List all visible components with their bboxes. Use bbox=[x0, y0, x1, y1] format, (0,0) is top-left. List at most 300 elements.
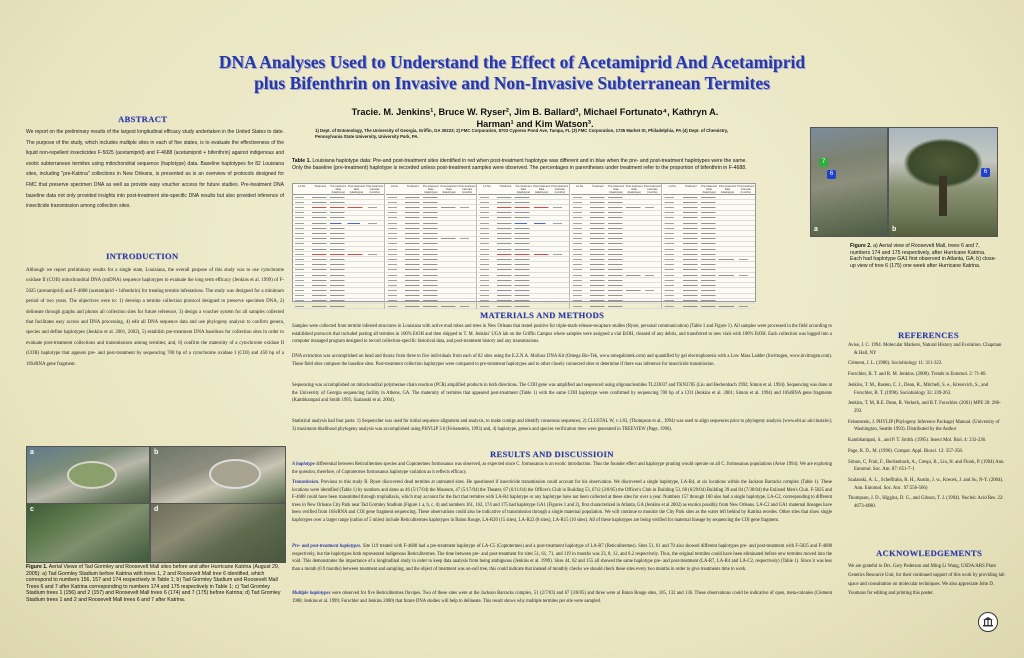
table-cell bbox=[737, 294, 755, 298]
table-cell bbox=[737, 278, 755, 282]
table-cell bbox=[589, 226, 607, 230]
table-cell bbox=[311, 226, 329, 230]
table-cell bbox=[589, 211, 607, 215]
affiliations: 1) Dept. of Entomology, The University of Georgia, Griffin, GA 30223; 2) FMC Corporation, 8703 Cypress Pond Ave, Tampa, FL (3) FMC Corporation, 1735 Market St, Philadelphia, PA (4) Dept. of Chemistry, Pennsylvania State University, University Park, PA. bbox=[315, 128, 728, 139]
table-cell bbox=[551, 273, 569, 277]
table-cell bbox=[329, 195, 347, 199]
table-cell bbox=[682, 304, 700, 308]
table-cell bbox=[366, 268, 384, 272]
table-cell bbox=[496, 288, 514, 292]
table-cell bbox=[663, 288, 681, 292]
table-cell bbox=[663, 304, 681, 308]
table-cell bbox=[478, 273, 496, 277]
table-cell bbox=[366, 195, 384, 199]
table-cell bbox=[589, 231, 607, 235]
table-cell bbox=[700, 283, 718, 287]
table-cell bbox=[700, 262, 718, 266]
table-cell bbox=[737, 252, 755, 256]
table-cell bbox=[663, 283, 681, 287]
table-cell bbox=[458, 283, 476, 287]
table-cell bbox=[625, 294, 643, 298]
table1-header-cell: Pre-treatment Date (Haplotype) bbox=[515, 185, 532, 194]
table-cell bbox=[440, 216, 458, 220]
references-heading: REFERENCES bbox=[898, 330, 959, 340]
results-p3-text: Site 119 treated with F-4688 had a pre-treatment haplotype of LA-C5 (Coptotermes) and a post-treatment haplotype of LA-R7 (Reticulitermes). Sites 51, 61 and 70 also showed different haplotypes pre- and post-treatment with F-5025 and F-4688 respectively, but the haplotypes both represented indigenous Reticulitermes. The time between pre- and post-treatment for sites 51, 61, 71, and 119 in months was 23, 8, 12, and 8.2 respectively. Thus, the original termites could have been eliminated before new termites moved into the void. This demonstrates the importance of a longitudinal study in order to keep data analysis from being ambiguous (Jenkins et al. 1999). Sites 44, 62 and 155 all showed the same haplotype pre- and post-treatment (LA-R7, LA-R4 and LA-C2, respectively) (Table 1). Since it was less than a month (0.9 months) between treatment and sampling, and the object of treatment was on-soil tree, this could indicate that instead of monthly checks we should check these sites every two months in order to give treatments time to work. bbox=[292, 544, 833, 572]
table-cell bbox=[366, 299, 384, 303]
table-cell bbox=[551, 211, 569, 215]
table-cell bbox=[347, 205, 365, 209]
table-cell bbox=[643, 237, 661, 241]
table-cell bbox=[551, 278, 569, 282]
table1-caption-text: Louisiana haplotype data: Pre-and post-treatment sites identified in red when post-treatment haplotype was different and in blue when the pre- and post-treatment haplotypes were the same. Only the baseline (pre-treatment) haplotype is recorded unless post-treatment samples were observed. The percentages in parentheses under treatment refer to the proportion of bifenthrin in F-4688. bbox=[292, 158, 747, 171]
table-cell bbox=[589, 252, 607, 256]
table-cell bbox=[440, 268, 458, 272]
table-cell bbox=[700, 278, 718, 282]
table-cell bbox=[404, 268, 422, 272]
table1-column-group bbox=[663, 184, 755, 309]
table-cell bbox=[607, 237, 625, 241]
table-cell bbox=[643, 252, 661, 256]
methods-p2: DNA extraction was accomplished on head and thorax from three to five individuals from each of 82 sites using the E.Z.N.A. Mollusc DNA Kit (Omega Bio-Tek, www.omegabiotek.com) and quantified by gel electrophoresis with a Low Mass Ladder (Invitrogen, www.invitrogen.com). These field sites compose the baseline sites. Post-treatment collection haplotypes were compared to pre-treatment haplotypes and to other closely connected sites to determine if there was inference for insecticide transmission. bbox=[292, 354, 832, 367]
table-cell bbox=[718, 268, 736, 272]
table1-header-row bbox=[386, 184, 477, 195]
table-cell bbox=[643, 304, 661, 308]
table-cell bbox=[422, 242, 440, 246]
table-cell bbox=[478, 242, 496, 246]
table-cell bbox=[404, 237, 422, 241]
table-cell bbox=[682, 200, 700, 204]
table-cell bbox=[366, 278, 384, 282]
table-cell bbox=[571, 299, 589, 303]
table-cell bbox=[571, 262, 589, 266]
table-cell bbox=[366, 247, 384, 251]
table-cell bbox=[293, 299, 311, 303]
table-cell bbox=[643, 211, 661, 215]
table-cell bbox=[663, 299, 681, 303]
table-cell bbox=[737, 231, 755, 235]
table-cell bbox=[347, 283, 365, 287]
table-cell bbox=[737, 257, 755, 261]
table-cell bbox=[404, 252, 422, 256]
table-cell bbox=[663, 252, 681, 256]
table-cell bbox=[311, 268, 329, 272]
table-cell bbox=[551, 237, 569, 241]
table-cell bbox=[571, 273, 589, 277]
table-cell bbox=[329, 299, 347, 303]
table-cell bbox=[625, 262, 643, 266]
table-cell bbox=[571, 226, 589, 230]
table-cell bbox=[440, 252, 458, 256]
table-cell bbox=[663, 242, 681, 246]
table-cell bbox=[329, 252, 347, 256]
table-cell bbox=[366, 273, 384, 277]
table-cell bbox=[404, 262, 422, 266]
table-cell bbox=[589, 299, 607, 303]
table-cell bbox=[625, 268, 643, 272]
table-cell bbox=[422, 221, 440, 225]
table-cell bbox=[589, 294, 607, 298]
table-cell bbox=[366, 294, 384, 298]
table-cell bbox=[347, 211, 365, 215]
table-cell bbox=[718, 288, 736, 292]
table-cell bbox=[533, 268, 551, 272]
table-cell bbox=[589, 195, 607, 199]
table-cell bbox=[533, 242, 551, 246]
table-cell bbox=[458, 294, 476, 298]
table-cell bbox=[682, 242, 700, 246]
title-line-1: DNA Analyses Used to Understand the Effect of Acetamiprid And Acetamiprid bbox=[218, 52, 806, 72]
table-cell bbox=[329, 288, 347, 292]
table-cell bbox=[496, 237, 514, 241]
table-cell bbox=[551, 242, 569, 246]
table-cell bbox=[458, 195, 476, 199]
table-cell bbox=[718, 283, 736, 287]
results-heading: RESULTS AND DISCUSSIOIN bbox=[490, 449, 614, 459]
table-cell bbox=[551, 294, 569, 298]
table-cell bbox=[347, 268, 365, 272]
table-cell bbox=[625, 278, 643, 282]
table-cell bbox=[643, 231, 661, 235]
table-cell bbox=[329, 200, 347, 204]
table1-caption bbox=[292, 158, 752, 172]
table-cell bbox=[737, 216, 755, 220]
table-cell bbox=[589, 205, 607, 209]
table-cell bbox=[718, 299, 736, 303]
table-cell bbox=[311, 211, 329, 215]
table-cell bbox=[551, 252, 569, 256]
table-cell bbox=[366, 252, 384, 256]
table-cell bbox=[458, 231, 476, 235]
table-cell bbox=[311, 278, 329, 282]
table-cell bbox=[700, 294, 718, 298]
table-cell bbox=[440, 288, 458, 292]
table-cell bbox=[625, 252, 643, 256]
table-cell bbox=[682, 216, 700, 220]
table-cell bbox=[514, 283, 532, 287]
table-cell bbox=[386, 273, 404, 277]
table-cell bbox=[311, 294, 329, 298]
table-cell bbox=[293, 304, 311, 308]
table-cell bbox=[737, 268, 755, 272]
table-cell bbox=[737, 242, 755, 246]
table-cell bbox=[422, 273, 440, 277]
table-cell bbox=[700, 299, 718, 303]
table1-header-cell: Treatment bbox=[684, 185, 697, 188]
table-cell bbox=[366, 211, 384, 215]
table-cell bbox=[422, 304, 440, 308]
table-cell bbox=[514, 205, 532, 209]
table-cell bbox=[293, 268, 311, 272]
table-cell bbox=[589, 288, 607, 292]
table-cell bbox=[571, 304, 589, 308]
table-cell bbox=[551, 288, 569, 292]
table-cell bbox=[386, 195, 404, 199]
table-cell bbox=[311, 283, 329, 287]
table-cell bbox=[366, 288, 384, 292]
table-cell bbox=[347, 226, 365, 230]
table-cell bbox=[643, 205, 661, 209]
table-cell bbox=[329, 268, 347, 272]
table-cell bbox=[700, 304, 718, 308]
table-cell bbox=[404, 242, 422, 246]
table-cell bbox=[643, 288, 661, 292]
table-cell bbox=[607, 247, 625, 251]
table-cell bbox=[737, 211, 755, 215]
table-cell bbox=[551, 283, 569, 287]
results-p2-lead: Transmission. bbox=[292, 480, 320, 485]
table-cell bbox=[514, 278, 532, 282]
reference-item: Simon, C, Frati, F., Beckenbach, A., Crespi, B., Liu, H. and Flook, P. (1994) Ann. Entomol. Soc. Am. 87: 651-7-1 bbox=[848, 459, 1005, 473]
table-cell bbox=[311, 216, 329, 220]
table-cell bbox=[478, 237, 496, 241]
table-cell bbox=[366, 221, 384, 225]
table-cell bbox=[386, 283, 404, 287]
methods-p3: Sequencing was accomplished on mitochondrial polymerase chain reaction (PCR) amplified products in both directions. The COII gene was amplified and sequenced using oligonucleotides TL2J3037 and TKN3785 (Liu and Beckenbach 1992; Simon et al. 1994). Sequencing was done at the University of Georgia sequencing facility in Athens, GA. The maternity of termites that appeared post-treatment (Table 1) with the same COII haplotype were confirmed by sequencing 700 bp of a COI (Jenkins et al. 2001; Simon et al. 1994) and 16SrRNA gene fragments (Kambhampati and Smith 1995; Szalanski et al. 2004). bbox=[292, 383, 832, 404]
table-cell bbox=[571, 278, 589, 282]
table-cell bbox=[293, 262, 311, 266]
results-p2-text: Previous to this study B. Ryser discovered dead termites at untreated sites. He questioned if insecticide transmission could account for his observation. We discovered a single haplotype, LA-R4, at six locations within the Jackson Barracks complex (Table 1). These locations were identified (Table 1) by numbers and dates as 46 (5/17/04) the Museum, 47 (5/17/04) the Theater, 67 (6/11/04) the Officer's Club in Building 53, 67r2 (3/8/05) the Officer's Club in Building 53, 68 (6/29/04) Building 39 and 84 (7/30/04) the Enlisted Men's Club. F-5025 and F-4688 could have been transmitted through trophallaxis, which may account for the fact that termites with LA-R4 haplotype or any haplotype have not been collected at these sites for over a year. Numbers 157 through 160 also had a single haplotype, LA-C2, corresponding to different trees in New Orleans City Park near Tad Gormley Stadium (Figure 1 a, b, c, d) and numbers 161, 162, 174 and 175 had haplotype GA1 (Figures 1 and 2), first characterized in Atlanta, GA (Jenkins et al 2002) as exotics possibly from New Orleans. LA-C2 and GA1 maternal lineages have been verified from 16SrRNA and COI gene fragment sequencing. These observations could also be indicative of transmission through a single maternal population. We will continue to monitor the City Park sites as the water left behind by Katrina recedes. Other sites that show single haplotypes over a larger range (radius of 5 miles) include Reticulitermes haplotypes in Baton Rouge, LA-R20 (15 sites), LA-R22 (8 sites), LA-R15 (10 sites). All of these haplotypes are being verified for maternal lineage by sequencing the COI gene fragment. bbox=[292, 480, 832, 523]
table-cell bbox=[663, 226, 681, 230]
table-cell bbox=[533, 200, 551, 204]
table-cell bbox=[478, 211, 496, 215]
table-cell bbox=[571, 237, 589, 241]
table-cell bbox=[478, 216, 496, 220]
table-cell bbox=[514, 262, 532, 266]
table-cell bbox=[514, 299, 532, 303]
table-cell bbox=[571, 221, 589, 225]
table-cell bbox=[366, 205, 384, 209]
table-cell bbox=[607, 257, 625, 261]
table-cell bbox=[514, 257, 532, 261]
table-cell bbox=[643, 216, 661, 220]
table-cell bbox=[496, 262, 514, 266]
table-cell bbox=[458, 268, 476, 272]
table-cell bbox=[496, 273, 514, 277]
table-cell bbox=[478, 299, 496, 303]
table-cell bbox=[607, 294, 625, 298]
table-cell bbox=[737, 288, 755, 292]
table-cell bbox=[571, 247, 589, 251]
table-cell bbox=[404, 247, 422, 251]
table-cell bbox=[589, 237, 607, 241]
table-cell bbox=[533, 216, 551, 220]
table-cell bbox=[386, 257, 404, 261]
table-cell bbox=[458, 205, 476, 209]
table-cell bbox=[311, 273, 329, 277]
table-cell bbox=[514, 237, 532, 241]
table-cell bbox=[386, 211, 404, 215]
table-cell bbox=[737, 247, 755, 251]
table-cell bbox=[311, 257, 329, 261]
table-cell bbox=[589, 304, 607, 308]
table-cell bbox=[329, 304, 347, 308]
table-cell bbox=[366, 200, 384, 204]
table-cell bbox=[514, 294, 532, 298]
table-cell bbox=[347, 200, 365, 204]
authors-line-2: Harman¹ and Kim Watson³. bbox=[476, 119, 594, 129]
table-cell bbox=[347, 252, 365, 256]
table-cell bbox=[607, 205, 625, 209]
table-cell bbox=[607, 273, 625, 277]
table-cell bbox=[478, 226, 496, 230]
table-cell bbox=[496, 299, 514, 303]
table-cell bbox=[682, 288, 700, 292]
results-p4-text: were observed for five Reticulitermes fluvipes. Two of these sites were at the Jackson Barracks complex, 51 (2/7/03) and 67 (3/8/05) and three were at Baton Rouge sites, 105, 132 and 136. These observations could be indicative of open, meta-colonies (Clement 1986; Jenkins et al. 1999; Forschler and Jenkins 2000) that future DNA studies will help to delineate. This result shows why multiple termites per site were sampled. bbox=[292, 591, 832, 604]
table1-header-cell: Pre-treatment Date (Haplotype) bbox=[422, 185, 439, 194]
table1-header-cell: Treatment bbox=[592, 185, 604, 188]
table-cell bbox=[440, 205, 458, 209]
figure1-label-c: c bbox=[30, 506, 34, 513]
table-row bbox=[571, 304, 662, 309]
table-cell bbox=[311, 288, 329, 292]
table-cell bbox=[293, 211, 311, 215]
table-cell bbox=[663, 237, 681, 241]
table-cell bbox=[718, 278, 736, 282]
table-cell bbox=[293, 257, 311, 261]
table-cell bbox=[458, 304, 476, 308]
table-cell bbox=[293, 200, 311, 204]
table1-header-cell: Post-treatment Intervals (months) bbox=[551, 185, 569, 194]
table-cell bbox=[293, 205, 311, 209]
table-cell bbox=[440, 221, 458, 225]
reference-item: Szalanski, A. L., Scheffrahn, R. H., Austin, J. w., Krecek, J. and Su, N-Y. (2004). Ann. Entomol. Soc. Am . 97:556-566) bbox=[848, 478, 1004, 491]
table-cell bbox=[700, 252, 718, 256]
table1 bbox=[292, 183, 756, 302]
reference-item: Avise, J. C. 1994. Molecular Markers, Natural History and Evolution. Chapman & Hall, NY bbox=[848, 343, 1002, 356]
table-cell bbox=[366, 242, 384, 246]
table-cell bbox=[737, 205, 755, 209]
table-cell bbox=[404, 294, 422, 298]
table1-header-cell: LA No. bbox=[298, 185, 306, 188]
figure2-marker-6b: 6 bbox=[981, 168, 990, 177]
table-cell bbox=[514, 273, 532, 277]
introduction-heading: INTRODUCTION bbox=[106, 251, 179, 261]
table-cell bbox=[718, 221, 736, 225]
table-cell bbox=[700, 237, 718, 241]
table-cell bbox=[404, 226, 422, 230]
table-cell bbox=[718, 247, 736, 251]
table-cell bbox=[700, 231, 718, 235]
authors bbox=[305, 106, 765, 130]
table-cell bbox=[533, 252, 551, 256]
table-cell bbox=[718, 242, 736, 246]
figure2-marker-6: 6 bbox=[827, 170, 836, 179]
table-cell bbox=[311, 299, 329, 303]
figure2-label-a: a bbox=[814, 226, 818, 233]
table-cell bbox=[458, 216, 476, 220]
table-cell bbox=[440, 226, 458, 230]
table-cell bbox=[422, 195, 440, 199]
table-cell bbox=[440, 299, 458, 303]
table-cell bbox=[625, 247, 643, 251]
university-seal-icon bbox=[978, 612, 998, 632]
table-cell bbox=[422, 257, 440, 261]
table-cell bbox=[625, 211, 643, 215]
table-cell bbox=[422, 299, 440, 303]
table-cell bbox=[700, 221, 718, 225]
table1-header-cell: Post-treatment Date (Haplotype) bbox=[718, 185, 736, 194]
table-cell bbox=[663, 273, 681, 277]
table1-header-row bbox=[571, 184, 662, 195]
table-cell bbox=[404, 211, 422, 215]
table-cell bbox=[293, 226, 311, 230]
table-cell bbox=[663, 221, 681, 225]
table-cell bbox=[607, 216, 625, 220]
table1-caption-label: Table 1. bbox=[292, 158, 311, 164]
table-cell bbox=[496, 283, 514, 287]
table-cell bbox=[663, 294, 681, 298]
table1-header-cell: Post-treatment Date (Haplotype) bbox=[533, 185, 551, 194]
table-cell bbox=[311, 200, 329, 204]
table-cell bbox=[293, 195, 311, 199]
table1-header-row bbox=[293, 184, 384, 195]
table-cell bbox=[663, 247, 681, 251]
table-cell bbox=[440, 257, 458, 261]
table-cell bbox=[625, 216, 643, 220]
abstract-text: We report on the preliminary results of the largest longitudinal efficacy study undertaken in the United States to date. The purpose of the study, which includes multiple sites in each of five states, is to evaluate the effectiveness of the liquid non-repellent insecticides F-5025 (acetamiprid) and F-4688 (acetamiprid + bifenthrin) against indigenous and exotic subterranean termites using mitochondrial sequence (haplotype) data. Baseline haplotypes for 82 Louisiana sites, including "pre-Katrina" collections in New Orleans, is presented as is an overview of protocols designed for FMC that preserve specimen DNA as well as provide easy voucher access for future studies. Pre-treatment DNA baseline data not only provided insights into post-treatment site-specific DNA results but also provided inference of insecticide transmission among collection sites. bbox=[26, 129, 284, 210]
table-cell bbox=[625, 221, 643, 225]
table-cell bbox=[478, 288, 496, 292]
table-cell bbox=[625, 242, 643, 246]
table-cell bbox=[311, 237, 329, 241]
table-cell bbox=[643, 268, 661, 272]
table-cell bbox=[663, 200, 681, 204]
table-cell bbox=[422, 283, 440, 287]
table-cell bbox=[533, 211, 551, 215]
table-cell bbox=[404, 299, 422, 303]
table-cell bbox=[551, 205, 569, 209]
table-cell bbox=[347, 231, 365, 235]
table-cell bbox=[458, 273, 476, 277]
table-cell bbox=[718, 237, 736, 241]
table-cell bbox=[533, 231, 551, 235]
table-cell bbox=[663, 278, 681, 282]
table-cell bbox=[496, 304, 514, 308]
table-cell bbox=[440, 195, 458, 199]
table-cell bbox=[643, 273, 661, 277]
table-cell bbox=[551, 257, 569, 261]
table-cell bbox=[329, 278, 347, 282]
table-cell bbox=[589, 242, 607, 246]
table-cell bbox=[514, 195, 532, 199]
table-cell bbox=[440, 278, 458, 282]
table-cell bbox=[293, 216, 311, 220]
table-cell bbox=[478, 262, 496, 266]
table-cell bbox=[663, 231, 681, 235]
methods-heading: MATERIALS AND METHODS bbox=[480, 310, 605, 320]
table-cell bbox=[329, 273, 347, 277]
table-row bbox=[478, 304, 569, 309]
table-cell bbox=[458, 237, 476, 241]
table-cell bbox=[700, 273, 718, 277]
reference-item: Forschler, B. T. and R. M. Jenkins. (2000). Trends in Entomol. 2: 71-80. bbox=[848, 372, 987, 378]
table-cell bbox=[458, 252, 476, 256]
table-cell bbox=[514, 200, 532, 204]
table-cell bbox=[589, 257, 607, 261]
table-cell bbox=[718, 205, 736, 209]
table-cell bbox=[458, 299, 476, 303]
table-cell bbox=[440, 200, 458, 204]
table-cell bbox=[643, 294, 661, 298]
table-cell bbox=[643, 278, 661, 282]
table-cell bbox=[422, 288, 440, 292]
table-cell bbox=[347, 288, 365, 292]
table-cell bbox=[311, 231, 329, 235]
table-cell bbox=[347, 299, 365, 303]
table-cell bbox=[607, 268, 625, 272]
reference-item: Jenkins, T. M, R.E. Dean, R. Verkerk, and B.T. Forschler. (2001) MPE 20: 286-293. bbox=[848, 401, 1001, 414]
table-cell bbox=[643, 195, 661, 199]
